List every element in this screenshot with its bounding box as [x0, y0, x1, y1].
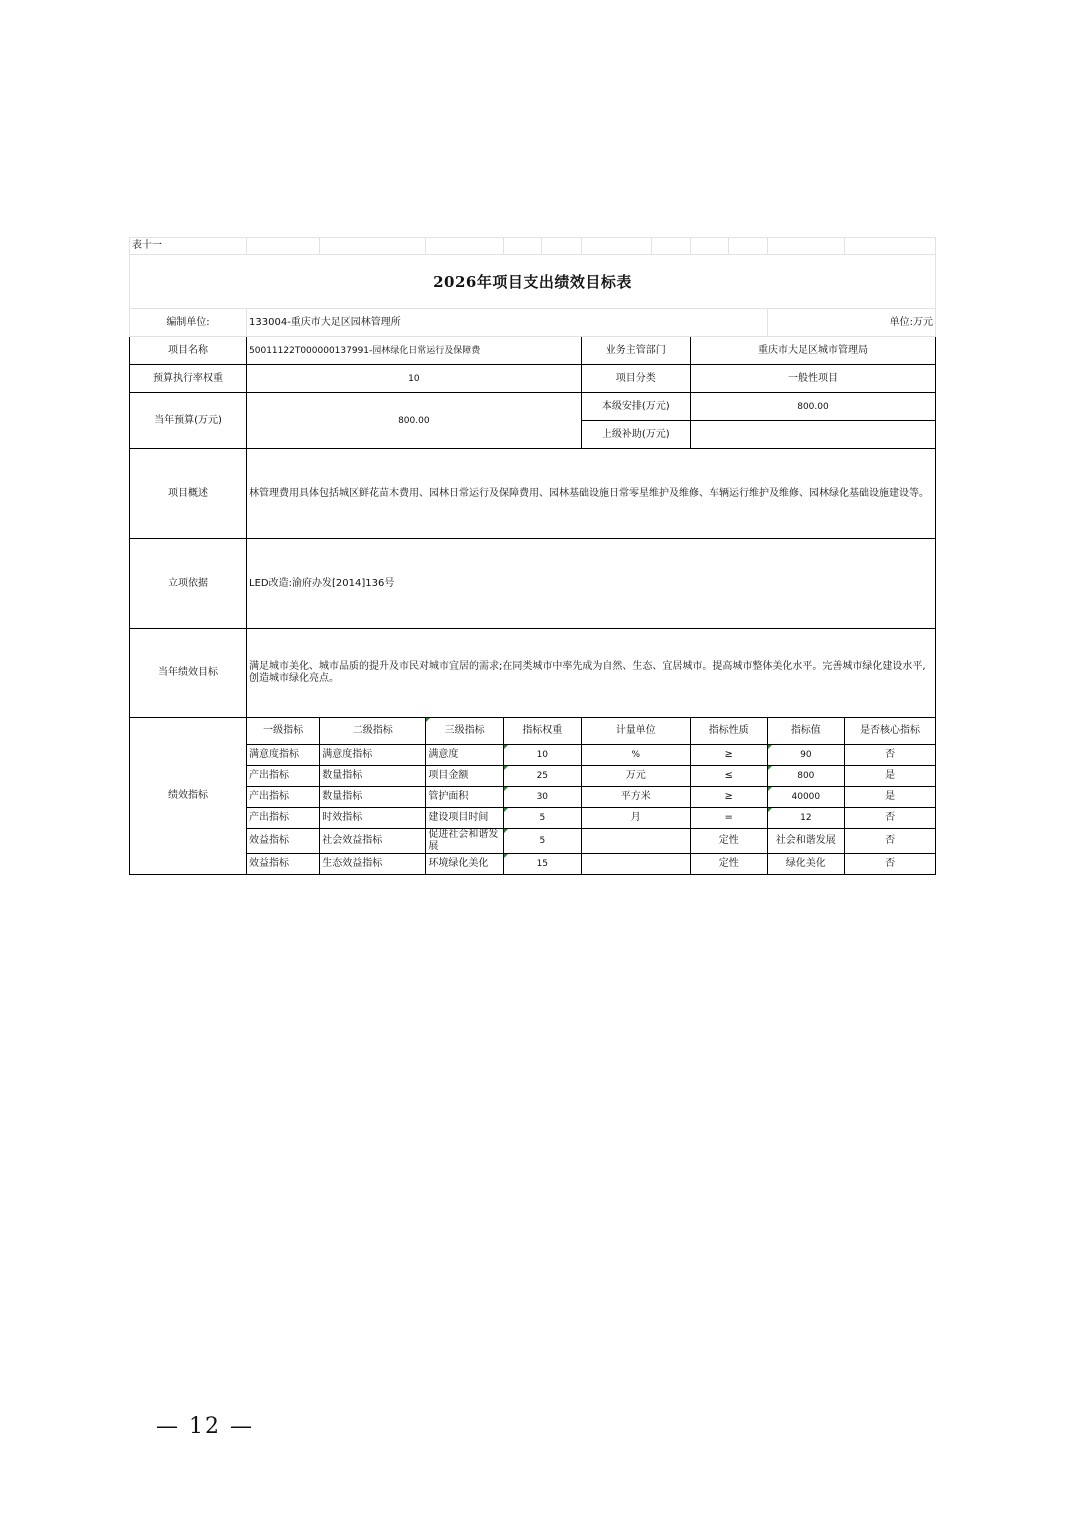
- header-cell: 计量单位: [581, 718, 690, 745]
- value-cell: 90: [767, 745, 845, 766]
- level1-cell: 产出指标: [247, 787, 320, 808]
- goal-value: 满足城市美化、城市品质的提升及市民对城市宜居的需求;在同类城市中率先成为自然、生态、宜居城市。提高城市整体美化水平。完善城市绿化建设水平,创造城市绿化亮点。: [247, 629, 936, 718]
- level1-cell: 产出指标: [247, 808, 320, 829]
- weight-cell: 10: [504, 745, 582, 766]
- header-cell: 二级指标: [320, 718, 426, 745]
- project-name-label: 项目名称: [130, 337, 247, 365]
- core-cell: 是: [845, 787, 936, 808]
- header-cell: 指标值: [767, 718, 845, 745]
- nature-cell: =: [690, 808, 767, 829]
- value-cell: 12: [767, 808, 845, 829]
- level3-cell: 满意度: [426, 745, 504, 766]
- unit-cell: 月: [581, 808, 690, 829]
- level1-cell: 效益指标: [247, 829, 320, 854]
- overview-value: 林管理费用具体包括城区鲜花苗木费用、园林日常运行及保障费用、园林基础设施日常零星维护及维修、车辆运行维护及维修、园林绿化基础设施建设等。: [247, 449, 936, 539]
- basis-value: LED改造:渝府办发[2014]136号: [247, 539, 936, 629]
- upper-value: [690, 421, 935, 449]
- overview-label: 项目概述: [130, 449, 247, 539]
- org-label: 编制单位:: [130, 309, 247, 337]
- core-cell: 否: [845, 854, 936, 875]
- dept-value: 重庆市大足区城市管理局: [690, 337, 935, 365]
- core-cell: 否: [845, 808, 936, 829]
- nature-cell: ≥: [690, 745, 767, 766]
- level2-cell: 数量指标: [320, 766, 426, 787]
- weight-value: 10: [247, 365, 582, 393]
- value-cell: 40000: [767, 787, 845, 808]
- level2-cell: 时效指标: [320, 808, 426, 829]
- level3-cell: 环境绿化美化: [426, 854, 504, 875]
- value-cell: 社会和谐发展: [767, 829, 845, 854]
- table-row: [130, 766, 936, 787]
- table-row: [130, 829, 936, 854]
- budget-value: 800.00: [247, 393, 582, 449]
- org-value: 133004-重庆市大足区园林管理所: [247, 309, 767, 337]
- budget-label: 当年预算(万元): [130, 393, 247, 449]
- local-value: 800.00: [690, 393, 935, 421]
- level2-cell: 满意度指标: [320, 745, 426, 766]
- weight-cell: 15: [504, 854, 582, 875]
- nature-cell: ≤: [690, 766, 767, 787]
- level2-cell: 生态效益指标: [320, 854, 426, 875]
- unit-cell: [581, 854, 690, 875]
- performance-target-table: [129, 237, 936, 875]
- dept-label: 业务主管部门: [581, 337, 690, 365]
- level3-cell: 建设项目时间: [426, 808, 504, 829]
- nature-cell: ≥: [690, 787, 767, 808]
- page-number: — 12 —: [156, 1414, 254, 1439]
- table-row: [130, 808, 936, 829]
- core-cell: 否: [845, 829, 936, 854]
- goal-label: 当年绩效目标: [130, 629, 247, 718]
- project-name-value: 50011122T000000137991-园林绿化日常运行及保障费: [247, 337, 582, 365]
- weight-cell: 25: [504, 766, 582, 787]
- level2-cell: 社会效益指标: [320, 829, 426, 854]
- header-cell: 指标权重: [504, 718, 582, 745]
- unit-label: 单位:万元: [767, 309, 936, 337]
- weight-cell: 5: [504, 808, 582, 829]
- weight-cell: 30: [504, 787, 582, 808]
- value-cell: 绿化美化: [767, 854, 845, 875]
- level1-cell: 满意度指标: [247, 745, 320, 766]
- unit-cell: [581, 829, 690, 854]
- table-row: [130, 745, 936, 766]
- basis-label: 立项依据: [130, 539, 247, 629]
- category-value: 一般性项目: [690, 365, 935, 393]
- nature-cell: 定性: [690, 854, 767, 875]
- level3-cell: 促进社会和谐发展: [426, 829, 504, 854]
- level2-cell: 数量指标: [320, 787, 426, 808]
- unit-cell: 万元: [581, 766, 690, 787]
- core-cell: 否: [845, 745, 936, 766]
- unit-cell: 平方米: [581, 787, 690, 808]
- table-row: [130, 854, 936, 875]
- weight-label: 预算执行率权重: [130, 365, 247, 393]
- value-cell: 800: [767, 766, 845, 787]
- level1-cell: 产出指标: [247, 766, 320, 787]
- level3-cell: 管护面积: [426, 787, 504, 808]
- core-cell: 是: [845, 766, 936, 787]
- unit-cell: %: [581, 745, 690, 766]
- perf-label: 绩效指标: [130, 718, 247, 875]
- weight-cell: 5: [504, 829, 582, 854]
- performance-target-sheet: [129, 237, 936, 875]
- table-number: 表十一: [130, 238, 247, 255]
- header-cell: 一级指标: [247, 718, 320, 745]
- nature-cell: 定性: [690, 829, 767, 854]
- header-cell: 是否核心指标: [845, 718, 936, 745]
- page-title: 2026年项目支出绩效目标表: [130, 255, 936, 309]
- table-row: [130, 787, 936, 808]
- header-cell: 指标性质: [690, 718, 767, 745]
- level1-cell: 效益指标: [247, 854, 320, 875]
- local-label: 本级安排(万元): [581, 393, 690, 421]
- category-label: 项目分类: [581, 365, 690, 393]
- level3-cell: 项目金额: [426, 766, 504, 787]
- header-cell: 三级指标: [426, 718, 504, 745]
- upper-label: 上级补助(万元): [581, 421, 690, 449]
